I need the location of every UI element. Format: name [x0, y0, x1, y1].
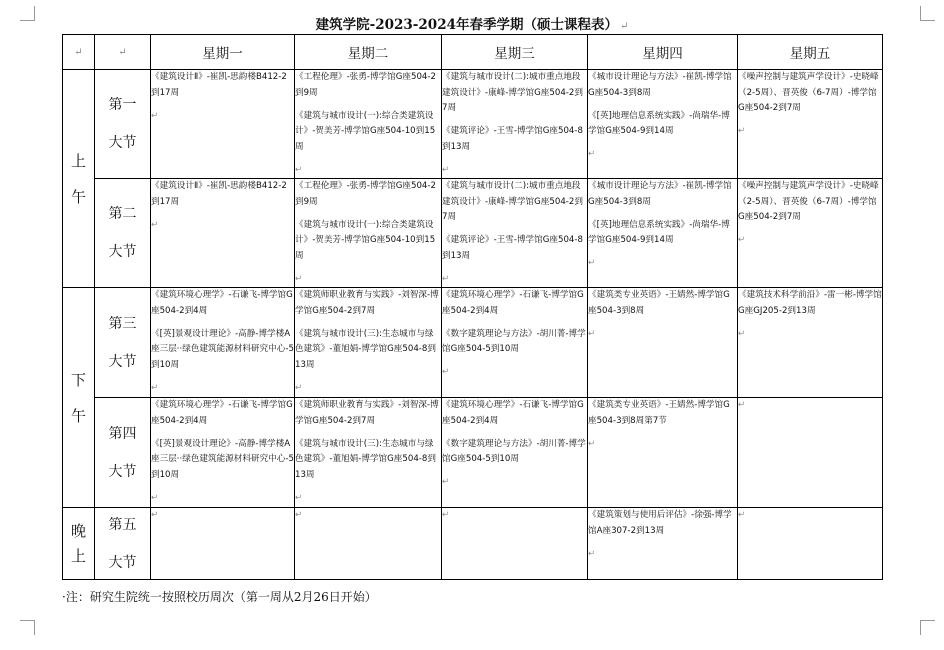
paragraph-mark-icon: ↵: [442, 164, 450, 175]
paragraph-mark-icon: ↵: [442, 510, 450, 520]
period-label-char: 午: [70, 187, 86, 206]
paragraph-mark-icon: ↵: [151, 219, 159, 230]
slot-label-line: 第三: [108, 315, 137, 332]
schedule-cell: [738, 508, 883, 580]
paragraph-mark-icon: ↵: [588, 328, 596, 339]
course-entry: 《噪声控制与建筑声学设计》-史晓峰（2-5周）、晋英俊（6-7周）-博学馆G座504-2到7周: [738, 72, 879, 113]
schedule-cell: [151, 508, 295, 580]
course-entry: 《噪声控制与建筑声学设计》-史晓峰（2-5周）、晋英俊（6-7周）-博学馆G座504-2到7周: [738, 181, 879, 222]
paragraph-mark-icon: ↵: [295, 492, 303, 503]
schedule-cell: [738, 288, 883, 398]
course-entry: 《建筑环境心理学》-石谦飞-博学馆G座504-2到4周: [151, 400, 293, 426]
schedule-cell: [738, 398, 883, 508]
paragraph-mark-icon: ↵: [295, 164, 303, 175]
schedule-cell: [442, 179, 588, 288]
paragraph-mark-icon: ↵: [295, 273, 303, 284]
schedule-cell: [588, 398, 738, 508]
schedule-cell: [588, 179, 738, 288]
period-label-char: 下: [70, 370, 86, 389]
course-entry: 《建筑类专业英语》-王婧然-博学馆G座504-3到8周: [588, 290, 730, 316]
course-entry: 《建筑设计Ⅱ》-崔凯-思韵楼B412-2到17周: [151, 72, 287, 98]
course-entry: 《建筑策划与使用后评估》-徐强-博学馆A座307-2到13周: [588, 510, 732, 536]
schedule-cell: [151, 179, 295, 288]
course-entry: 《[英]地理信息系统实践》-尚瑞华-博学馆G座504-9到14周: [588, 219, 730, 245]
course-entry: 《建筑技术科学前沿》-雷一彬-博学馆G座GJ205-2到13周: [738, 290, 882, 316]
slot-label-line: 第一: [108, 97, 137, 113]
course-entry: 《建筑与城市设计(三):生态城市与绿色建筑》-董旭娟-博学馆G座504-8到13周: [295, 438, 436, 480]
course-entry: 《建筑环境心理学》-石谦飞-博学馆G座504-2到4周: [151, 290, 293, 316]
page-corner-bottom-left: [20, 620, 35, 635]
day-header-thu: 星期四: [588, 35, 738, 70]
paragraph-mark-icon: ↵: [738, 126, 746, 136]
paragraph-mark-icon: ↵: [151, 510, 159, 520]
day-header-wed: 星期三: [442, 35, 588, 70]
schedule-cell: [442, 70, 588, 179]
day-header-tue: 星期二: [295, 35, 442, 70]
footnote: ·注：研究生院统一按照校历周次（第一周从2月26日开始）: [62, 590, 377, 604]
paragraph-mark-icon: ↵: [588, 438, 596, 449]
slot-5: [95, 508, 151, 580]
header-blank-cell: ↵: [95, 35, 151, 70]
table-row: [63, 70, 883, 179]
paragraph-mark-icon: ↵: [738, 328, 746, 339]
schedule-cell: [588, 70, 738, 179]
table-row: [63, 179, 883, 288]
page-corner-bottom-right: [920, 620, 935, 635]
paragraph-mark-icon: ↵: [619, 21, 629, 32]
schedule-cell: [295, 70, 442, 179]
table-row: [63, 288, 883, 398]
day-header-mon: 星期一: [151, 35, 295, 70]
paragraph-mark-icon: ↵: [295, 510, 303, 520]
course-entry: 《建筑评论》-王雪-博学馆G座504-8到13周: [442, 235, 583, 261]
period-label-char: 晚: [70, 522, 86, 540]
paragraph-mark-icon: ↵: [588, 149, 596, 159]
schedule-cell: [588, 508, 738, 580]
slot-2: [95, 179, 151, 288]
paragraph-mark-icon: ↵: [151, 492, 159, 503]
paragraph-mark-icon: ↵: [442, 477, 450, 487]
paragraph-mark-icon: ↵: [442, 273, 450, 284]
header-blank-cell: ↵: [63, 35, 95, 70]
slot-3: [95, 288, 151, 398]
course-entry: 《建筑与城市设计(三):生态城市与绿色建筑》-董旭娟-博学馆G座504-8到13周: [295, 328, 436, 370]
schedule-cell: [295, 288, 442, 398]
paragraph-mark-icon: ↵: [151, 110, 159, 121]
schedule-cell: [442, 508, 588, 580]
schedule-cell: [151, 70, 295, 179]
period-label-char: 上: [70, 151, 86, 170]
slot-label-line: 第五: [108, 516, 137, 533]
course-entry: 《[英]地理信息系统实践》-尚瑞华-博学馆G座504-9到14周: [588, 110, 730, 136]
course-entry: 《建筑与城市设计(二):城市重点地段建筑设计》-康峰-博学馆G座504-2到7周: [442, 181, 583, 222]
table-row: [63, 508, 883, 580]
paragraph-mark-icon: ↵: [588, 548, 596, 559]
course-entry: 《工程伦理》-张勇-博学馆G座504-2到9周: [295, 72, 436, 98]
course-entry: 《建筑类专业英语》-王婧然-博学馆G座504-3到8周第7节: [588, 400, 730, 426]
course-entry: 《城市设计理论与方法》-崔凯-博学馆G座504-3到8周: [588, 72, 732, 98]
course-entry: 《建筑师职业教育与实践》-刘智深-博学馆G座504-2到7周: [295, 290, 439, 316]
slot-label-line: 大节: [108, 244, 137, 260]
course-entry: 《建筑环境心理学》-石谦飞-博学馆G座504-2到4周: [442, 400, 584, 426]
slot-4: [95, 398, 151, 508]
schedule-cell: [738, 70, 883, 179]
schedule-cell: [295, 508, 442, 580]
header-row: [63, 35, 883, 70]
course-entry: 《城市设计理论与方法》-崔凯-博学馆G座504-3到8周: [588, 181, 732, 207]
course-entry: 《建筑与城市设计(一):综合类建筑设计》-贺美芳-博学馆G座504-10到15周: [295, 110, 436, 152]
schedule-cell: [442, 398, 588, 508]
schedule-cell: [588, 288, 738, 398]
period-afternoon: [63, 288, 95, 508]
schedule-cell: [295, 398, 442, 508]
schedule-cell: [151, 288, 295, 398]
table-row: [63, 398, 883, 508]
course-entry: 《[英]景观设计理论》-高静-博学楼A座三层··绿色建筑能源材料研究中心-5到10周: [151, 328, 294, 370]
slot-1: [95, 70, 151, 179]
course-entry: 《建筑设计Ⅱ》-崔凯-思韵楼B412-2到17周: [151, 181, 287, 207]
course-entry: 《数字建筑理论与方法》-胡川菁-博学馆G座504-5到10周: [442, 328, 586, 354]
paragraph-mark-icon: ↵: [588, 258, 596, 268]
document-title-text: 建筑学院-2023-2024年春季学期（硕士课程表）: [315, 17, 618, 33]
paragraph-mark-icon: ↵: [442, 367, 450, 377]
paragraph-mark-icon: ↵: [738, 400, 746, 410]
period-morning: [63, 70, 95, 288]
paragraph-mark-icon: ↵: [738, 510, 746, 520]
course-entry: 《建筑师职业教育与实践》-刘智深-博学馆G座504-2到7周: [295, 400, 439, 426]
day-header-fri: 星期五: [738, 35, 883, 70]
period-label-char: 午: [70, 406, 86, 425]
course-entry: 《建筑评论》-王雪-博学馆G座504-8到13周: [442, 126, 583, 152]
slot-label-line: 大节: [108, 135, 137, 151]
schedule-cell: [151, 398, 295, 508]
paragraph-mark-icon: ↵: [151, 382, 159, 393]
slot-label-line: 大节: [108, 554, 137, 571]
slot-label-line: 大节: [108, 463, 137, 480]
course-entry: 《[英]景观设计理论》-高静-博学楼A座三层··绿色建筑能源材料研究中心-5到10周: [151, 438, 294, 480]
paragraph-mark-icon: ↵: [295, 382, 303, 393]
schedule-cell: [442, 288, 588, 398]
course-entry: 《建筑与城市设计(一):综合类建筑设计》-贺美芳-博学馆G座504-10到15周: [295, 219, 436, 261]
course-entry: 《数字建筑理论与方法》-胡川菁-博学馆G座504-5到10周: [442, 438, 586, 464]
document-title: [0, 13, 944, 33]
slot-label-line: 第二: [108, 206, 137, 222]
schedule-cell: [738, 179, 883, 288]
schedule-cell: [295, 179, 442, 288]
course-entry: 《工程伦理》-张勇-博学馆G座504-2到9周: [295, 181, 436, 207]
schedule-table: [62, 34, 883, 580]
slot-label-line: 第四: [108, 425, 137, 442]
period-label-char: 上: [70, 547, 86, 565]
period-evening: [63, 508, 95, 580]
course-entry: 《建筑环境心理学》-石谦飞-博学馆G座504-2到4周: [442, 290, 584, 316]
slot-label-line: 大节: [108, 353, 137, 370]
course-entry: 《建筑与城市设计(二):城市重点地段建筑设计》-康峰-博学馆G座504-2到7周: [442, 72, 583, 113]
paragraph-mark-icon: ↵: [738, 235, 746, 245]
